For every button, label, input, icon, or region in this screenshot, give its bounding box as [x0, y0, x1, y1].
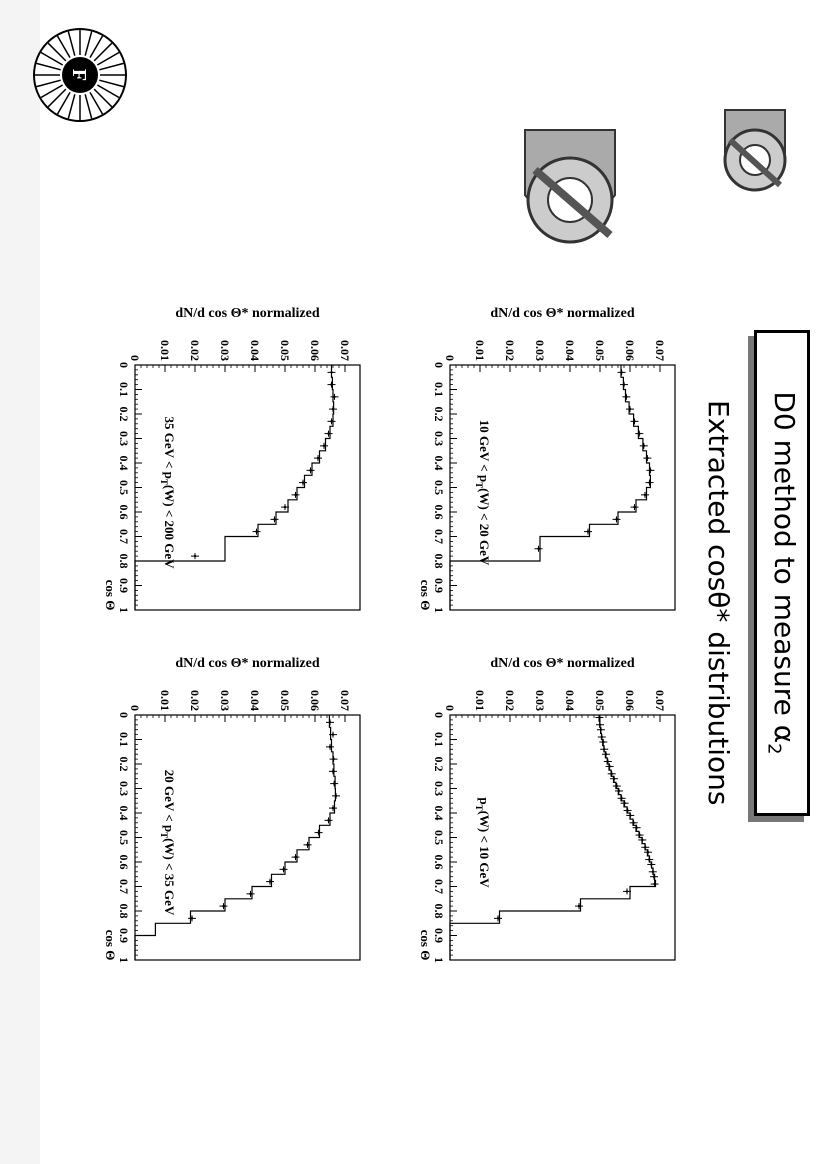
x-tick-label: 1 — [432, 607, 446, 613]
x-tick-label: 0.3 — [117, 781, 131, 796]
data-point — [625, 396, 627, 398]
x-tick-label: 0.7 — [432, 879, 446, 894]
data-point — [332, 770, 334, 772]
y-tick-label: 0.02 — [188, 340, 202, 361]
panel-label-sub: T — [159, 832, 169, 839]
data-point — [323, 445, 325, 447]
data-point — [294, 856, 296, 858]
data-point — [329, 721, 331, 723]
data-point — [317, 831, 319, 833]
panel-label — [474, 420, 492, 566]
y-tick-label: 0.06 — [308, 690, 322, 711]
y-tick-label: 0 — [128, 705, 142, 711]
x-tick-label: 0.3 — [117, 431, 131, 446]
y-tick-label: 0.02 — [503, 690, 517, 711]
y-tick-label: 0.02 — [188, 690, 202, 711]
x-axis-label: cos Θ — [418, 929, 433, 961]
data-point — [605, 753, 607, 755]
y-tick-label: 0.04 — [248, 340, 262, 361]
y-tick-label: 0.05 — [278, 340, 292, 361]
data-point — [317, 457, 319, 459]
svg-text:F: F — [68, 68, 90, 82]
y-tick-label: 0.01 — [158, 340, 172, 361]
data-point — [648, 858, 650, 860]
data-point — [615, 518, 617, 520]
data-point — [294, 494, 296, 496]
data-point — [650, 863, 652, 865]
panel-label — [474, 797, 492, 888]
y-tick-label: 0.04 — [248, 690, 262, 711]
chart-panel-pt-20-35 — [85, 640, 385, 970]
y-tick-label: 0.05 — [278, 690, 292, 711]
data-point — [620, 797, 622, 799]
data-point — [191, 917, 193, 919]
x-tick-label: 0 — [432, 712, 446, 718]
data-point — [643, 445, 645, 447]
y-tick-label: 0 — [443, 705, 457, 711]
d0-experiment-logo-small — [705, 100, 805, 210]
panel-label-sub: T — [474, 804, 484, 811]
data-point — [644, 846, 646, 848]
fermilab-wheel-logo — [30, 25, 130, 125]
x-tick-label: 0.2 — [117, 406, 131, 422]
x-tick-label: 0.9 — [432, 578, 446, 593]
data-point — [632, 822, 634, 824]
x-tick-label: 0.8 — [117, 553, 131, 569]
panel-label-rest: (W) < 200 GeV — [162, 484, 177, 569]
data-point — [497, 917, 499, 919]
x-tick-label: 1 — [432, 957, 446, 963]
data-point — [269, 880, 271, 882]
data-point — [607, 760, 609, 762]
data-point — [613, 778, 615, 780]
panel-label-sub: T — [474, 482, 484, 489]
data-point — [611, 773, 613, 775]
y-tick-label: 0.04 — [563, 690, 577, 711]
panel-label-main: 35 GeV < p — [162, 416, 177, 479]
y-tick-label: 0.02 — [503, 340, 517, 361]
data-point — [626, 890, 628, 892]
data-point — [641, 839, 643, 841]
x-tick-label: 0.1 — [117, 382, 131, 397]
x-tick-label: 0.1 — [432, 732, 446, 747]
x-tick-label: 0.8 — [432, 553, 446, 569]
x-tick-label: 0.8 — [117, 903, 131, 919]
data-point — [255, 530, 257, 532]
data-point — [602, 741, 604, 743]
panel-label-sub: T — [159, 478, 169, 485]
x-tick-label: 0.6 — [117, 504, 131, 520]
slide-title — [763, 391, 801, 754]
x-axis-label: cos Θ — [103, 929, 118, 961]
data-point — [273, 518, 275, 520]
data-point — [330, 383, 332, 385]
x-tick-label: 0.3 — [432, 781, 446, 796]
x-tick-label: 0.5 — [117, 480, 131, 495]
x-tick-label: 0.6 — [432, 854, 446, 870]
panel-label-main: p — [477, 797, 492, 805]
x-tick-label: 0.1 — [117, 732, 131, 747]
data-point — [620, 371, 622, 373]
data-point — [633, 420, 635, 422]
y-tick-label: 0.03 — [533, 690, 547, 711]
data-point — [309, 469, 311, 471]
y-tick-label: 0.07 — [653, 340, 667, 361]
data-point — [329, 746, 331, 748]
y-tick-label: 0.07 — [338, 690, 352, 711]
y-tick-label: 0.03 — [218, 690, 232, 711]
data-point — [282, 868, 284, 870]
data-point — [652, 871, 654, 873]
y-tick-label: 0.03 — [533, 340, 547, 361]
y-tick-label: 0 — [128, 355, 142, 361]
data-point — [332, 733, 334, 735]
y-tick-label: 0.05 — [593, 690, 607, 711]
x-tick-label: 0 — [117, 362, 131, 368]
chart-panel-pt-lt-10 — [400, 640, 700, 970]
chart-panel-pt-35-200 — [85, 290, 385, 620]
data-point — [330, 371, 332, 373]
panel-label-main: 20 GeV < p — [162, 769, 177, 833]
data-point — [332, 807, 334, 809]
x-tick-label: 0.7 — [117, 529, 131, 544]
x-tick-label: 1 — [117, 957, 131, 963]
y-tick-label: 0.06 — [308, 340, 322, 361]
data-point — [623, 383, 625, 385]
data-point — [618, 790, 620, 792]
x-tick-label: 0 — [117, 712, 131, 718]
x-tick-label: 1 — [117, 607, 131, 613]
panel-label-rest: (W) < 35 GeV — [162, 838, 177, 916]
slide-title-subscript: 2 — [763, 743, 785, 755]
x-tick-label: 0.4 — [432, 805, 446, 821]
y-tick-label: 0.01 — [158, 690, 172, 711]
x-tick-label: 0.7 — [117, 879, 131, 894]
data-point — [600, 729, 602, 731]
x-tick-label: 0.9 — [117, 928, 131, 943]
data-point — [249, 893, 251, 895]
data-point — [629, 408, 631, 410]
data-point — [635, 827, 637, 829]
x-tick-label: 0.3 — [432, 431, 446, 446]
y-tick-label: 0.01 — [473, 690, 487, 711]
data-point — [599, 724, 601, 726]
x-tick-label: 0.2 — [432, 756, 446, 772]
y-axis-label: dN/d cos Θ* normalized — [175, 656, 320, 671]
chart-panel-pt-10-20 — [400, 290, 700, 620]
x-tick-label: 0.4 — [432, 455, 446, 471]
data-point — [626, 809, 628, 811]
data-point — [330, 420, 332, 422]
data-point — [648, 481, 650, 483]
y-tick-label: 0.07 — [653, 690, 667, 711]
panel-label-rest: (W) < 10 GeV — [477, 810, 492, 888]
data-point — [306, 844, 308, 846]
x-tick-label: 0.2 — [117, 756, 131, 772]
data-point — [638, 834, 640, 836]
data-point — [578, 905, 580, 907]
data-point — [633, 506, 635, 508]
y-axis-label: dN/d cos Θ* normalized — [490, 306, 635, 321]
x-tick-label: 0.5 — [117, 830, 131, 845]
x-tick-label: 0.5 — [432, 480, 446, 495]
x-tick-label: 0.6 — [432, 504, 446, 520]
y-tick-label: 0 — [443, 355, 457, 361]
data-point — [333, 782, 335, 784]
data-point — [638, 432, 640, 434]
y-tick-label: 0.06 — [623, 340, 637, 361]
x-tick-label: 0.4 — [117, 805, 131, 821]
data-point — [647, 851, 649, 853]
data-point — [603, 748, 605, 750]
y-tick-label: 0.07 — [338, 340, 352, 361]
slide-title-box — [754, 330, 810, 816]
slide-subtitle: Extracted cosθ* distributions — [702, 400, 735, 806]
x-tick-label: 0.9 — [117, 578, 131, 593]
x-axis-label: cos Θ — [103, 579, 118, 611]
panel-label-rest: (W) < 20 GeV — [477, 488, 492, 566]
data-point — [623, 802, 625, 804]
data-point — [616, 785, 618, 787]
data-point — [646, 457, 648, 459]
data-point — [194, 555, 196, 557]
y-tick-label: 0.03 — [218, 340, 232, 361]
data-point — [327, 819, 329, 821]
y-axis-label: dN/d cos Θ* normalized — [175, 306, 320, 321]
data-point — [587, 530, 589, 532]
x-tick-label: 0.6 — [117, 854, 131, 870]
x-tick-label: 0.8 — [432, 903, 446, 919]
x-tick-label: 0.7 — [432, 529, 446, 544]
x-tick-label: 0.1 — [432, 382, 446, 397]
data-point — [629, 814, 631, 816]
data-point — [598, 716, 600, 718]
x-tick-label: 0.2 — [432, 406, 446, 422]
x-tick-label: 0.9 — [432, 928, 446, 943]
panel-label — [159, 770, 177, 916]
slide-title-text: D0 method to measure α — [767, 391, 801, 744]
data-point — [653, 876, 655, 878]
data-point — [332, 758, 334, 760]
panel-label — [159, 416, 177, 569]
y-tick-label: 0.01 — [473, 340, 487, 361]
x-tick-label: 0.5 — [432, 830, 446, 845]
data-point — [332, 408, 334, 410]
data-point — [302, 481, 304, 483]
x-axis-label: cos Θ — [418, 579, 433, 611]
y-tick-label: 0.04 — [563, 340, 577, 361]
y-tick-label: 0.06 — [623, 690, 637, 711]
data-point — [653, 883, 655, 885]
data-point — [327, 432, 329, 434]
data-point — [644, 494, 646, 496]
y-tick-label: 0.05 — [593, 340, 607, 361]
data-point — [601, 736, 603, 738]
y-axis-label: dN/d cos Θ* normalized — [490, 656, 635, 671]
data-point — [608, 765, 610, 767]
data-point — [649, 469, 651, 471]
data-point — [335, 795, 337, 797]
data-point — [284, 506, 286, 508]
data-point — [222, 905, 224, 907]
x-tick-label: 0 — [432, 362, 446, 368]
x-tick-label: 0.4 — [117, 455, 131, 471]
data-point — [537, 548, 539, 550]
data-point — [333, 396, 335, 398]
panel-label-main: 10 GeV < p — [477, 419, 492, 483]
page-edge-shadow — [0, 0, 40, 1164]
d0-experiment-logo-large — [500, 115, 640, 265]
